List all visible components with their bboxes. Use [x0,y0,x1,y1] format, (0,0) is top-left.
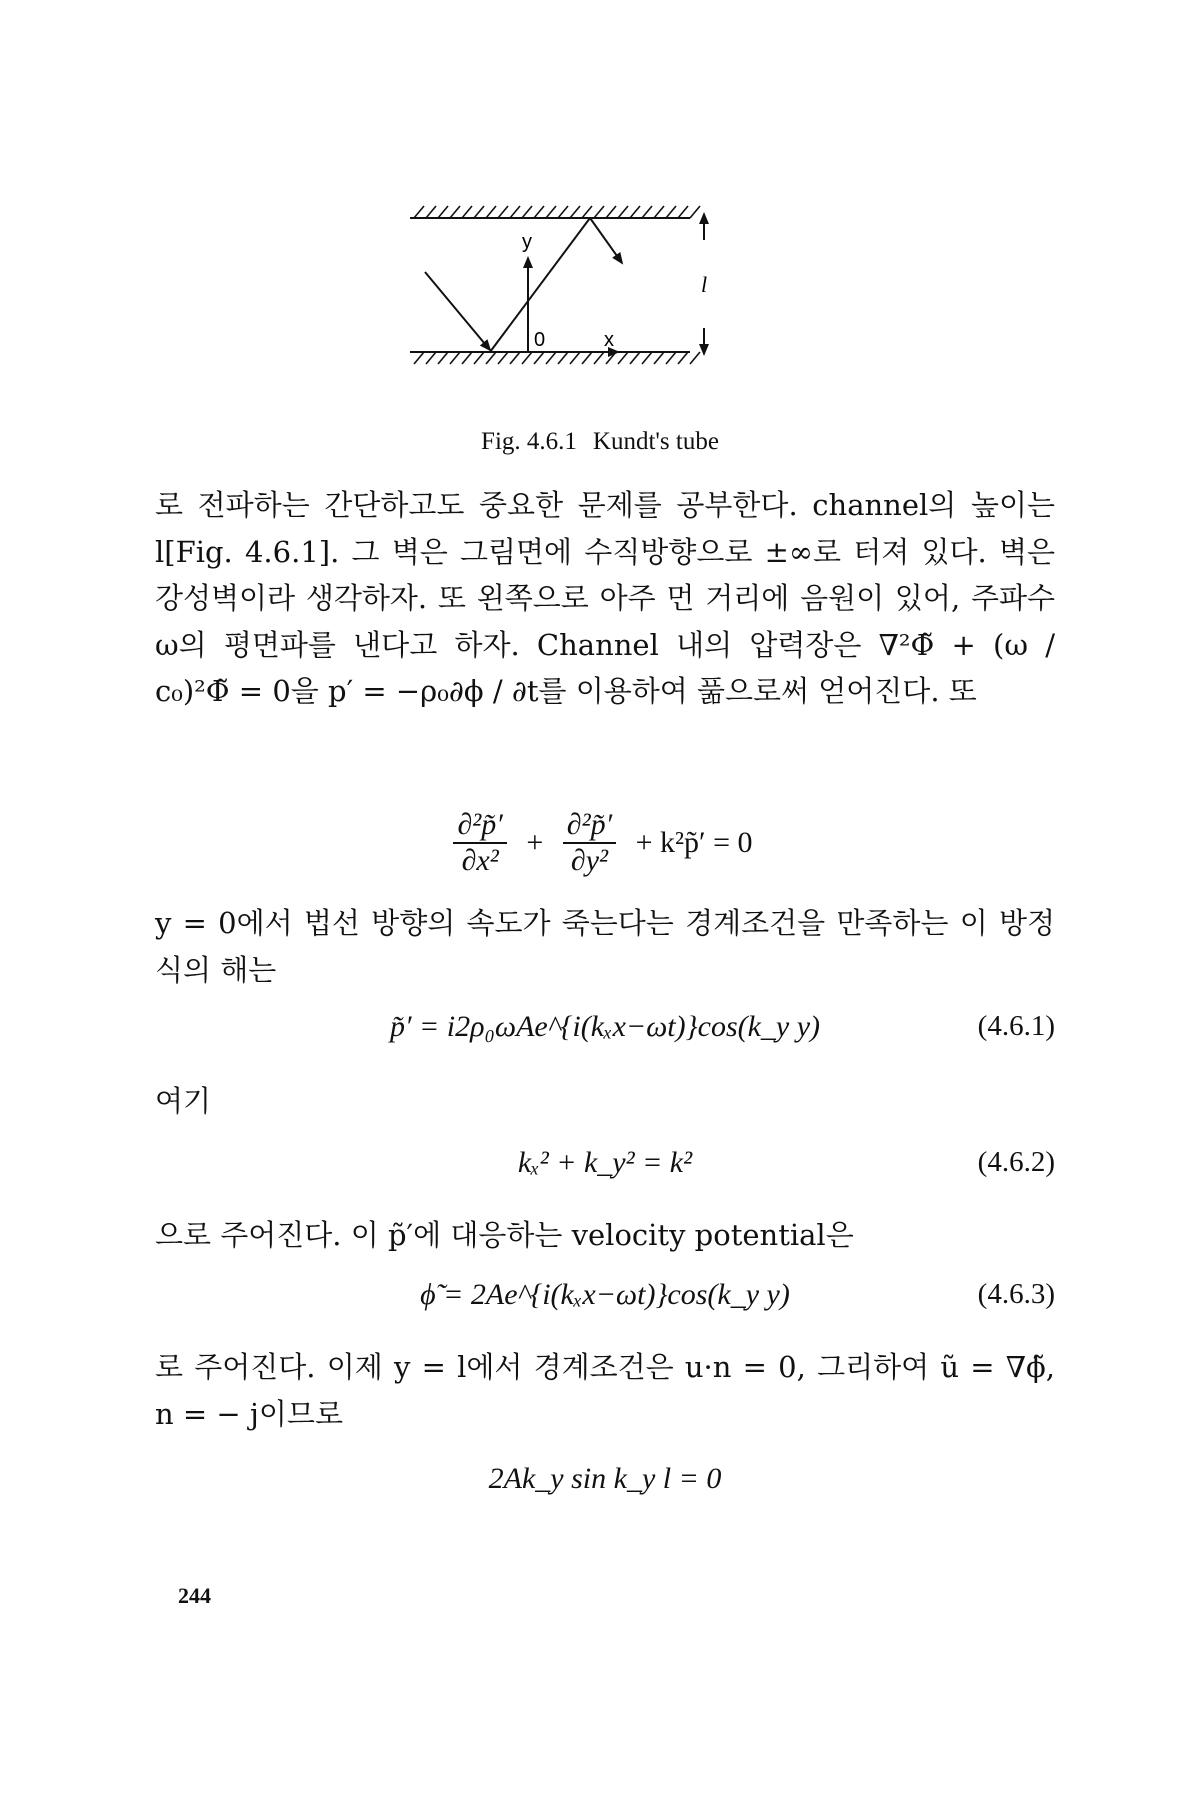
hatch-mark [654,352,664,364]
kundts-tube-diagram [400,200,800,430]
hatch-mark [534,352,544,364]
hatch-mark [414,352,424,364]
hatch-mark [582,352,592,364]
second-reflection-ray [590,218,622,263]
incident-ray [425,272,490,350]
hatch-mark [522,206,532,218]
page-number: 244 [178,1583,211,1608]
hatch-mark [426,206,436,218]
figure-number: Fig. 4.6.1 [481,428,577,455]
paragraph-4: 으로 주어진다. 이 p̃′에 대응하는 velocity potential은 [155,1218,854,1252]
paragraph-2: y = 0에서 법선 방향의 속도가 죽는다는 경계조건을 만족하는 이 방정식의 해는 [155,906,1055,987]
paragraph-3: 여기 [155,1084,212,1118]
hatch-mark [570,206,580,218]
hatch-mark [642,352,652,364]
fraction-d2p-dx2 [453,808,506,878]
hatch-mark [630,352,640,364]
hatch-mark [570,352,580,364]
equation-body: ϕ̃ = 2Ae^{i(kₓx−ωt)}cos(k_y y) [420,1278,790,1311]
top-wall-hatching [414,206,700,218]
hatch-mark [618,206,628,218]
hatch-mark [630,206,640,218]
hatch-mark [654,206,664,218]
hatch-mark [606,206,616,218]
fraction-denominator: ∂y² [570,844,609,877]
figure-caption [400,428,800,456]
hatch-mark [678,206,688,218]
hatch-mark [498,206,508,218]
equation-tag: (4.6.3) [977,1278,1055,1310]
hatch-mark [666,206,676,218]
fraction-numerator: ∂²p̃′ [453,808,506,844]
hatch-mark [546,206,556,218]
hatch-mark [690,352,700,364]
y-axis-label: y [522,231,532,253]
hatch-mark [642,206,652,218]
hatch-mark [498,352,508,364]
hatch-mark [474,352,484,364]
hatch-mark [486,206,496,218]
hatch-mark [534,206,544,218]
equation-body: 2Ak_y sin k_y l = 0 [488,1462,722,1495]
hatch-mark [462,352,472,364]
hatch-mark [510,352,520,364]
x-axis-label: x [604,329,614,351]
hatch-mark [558,352,568,364]
hatch-mark [450,206,460,218]
fraction-numerator: ∂²p̃′ [563,808,616,844]
hatch-mark [438,352,448,364]
equation-tag: (4.6.2) [977,1146,1055,1178]
bottom-wall-hatching [414,352,700,364]
equation-4-6-1 [155,1010,1055,1054]
figure-title: Kundt's tube [592,428,719,455]
hatch-mark [486,352,496,364]
equation-body: p̃′ = i2ρ₀ωAe^{i(kₓx−ωt)}cos(k_y y) [389,1010,821,1043]
paragraph-5: 로 주어진다. 이제 y = l에서 경계조건은 u·n = 0, 그리하여 ũ = ∇ϕ̃, n = − j이므로 [155,1350,1055,1431]
fraction-denominator: ∂x² [461,844,499,877]
hatch-mark [678,352,688,364]
plus-sign: + [526,826,544,859]
equation-4-6-3 [155,1278,1055,1322]
hatch-mark [594,206,604,218]
length-label: l [701,272,708,297]
hatch-mark [666,352,676,364]
paragraph-1: 로 전파하는 간단하고도 중요한 문제를 공부한다. channel의 높이는 l[Fig. 4.6.1]. 그 벽은 그림면에 수직방향으로 ±∞로 터져 있다. 벽은 강성벽이라 생각하자. 또 왼쪽으로 아주 먼 거리에 음원이 있어, 주파수 ω의 평면파를 낸다고 하자. Channel 내의 압력장은 ∇²Φ̃ + (ω / c₀)²Φ̃ = 0을 p′ = −ρ₀∂ϕ / ∂t를 이용하여 풂으로써 얻어진다. 또 [155,488,1055,708]
hatch-mark [546,352,556,364]
hatch-mark [522,352,532,364]
hatch-mark [582,206,592,218]
hatch-mark [618,352,628,364]
equation-remainder: + k²p̃′ = 0 [635,826,753,859]
hatch-mark [462,206,472,218]
hatch-mark [438,206,448,218]
hatch-mark [414,206,424,218]
origin-label: 0 [534,329,546,351]
equation-body: kₓ² + k_y² = k² [517,1146,693,1179]
equation-tag: (4.6.1) [977,1010,1055,1042]
kundts-tube-figure [400,200,800,480]
hatch-mark [594,352,604,364]
hatch-mark [606,352,616,364]
hatch-mark [450,352,460,364]
equation-boundary [155,1462,1055,1506]
fraction-d2p-dy2 [563,808,616,878]
wave-equation [155,808,1055,898]
hatch-mark [426,352,436,364]
equation-4-6-2 [155,1146,1055,1190]
hatch-mark [474,206,484,218]
hatch-mark [558,206,568,218]
hatch-mark [510,206,520,218]
hatch-mark [690,206,700,218]
